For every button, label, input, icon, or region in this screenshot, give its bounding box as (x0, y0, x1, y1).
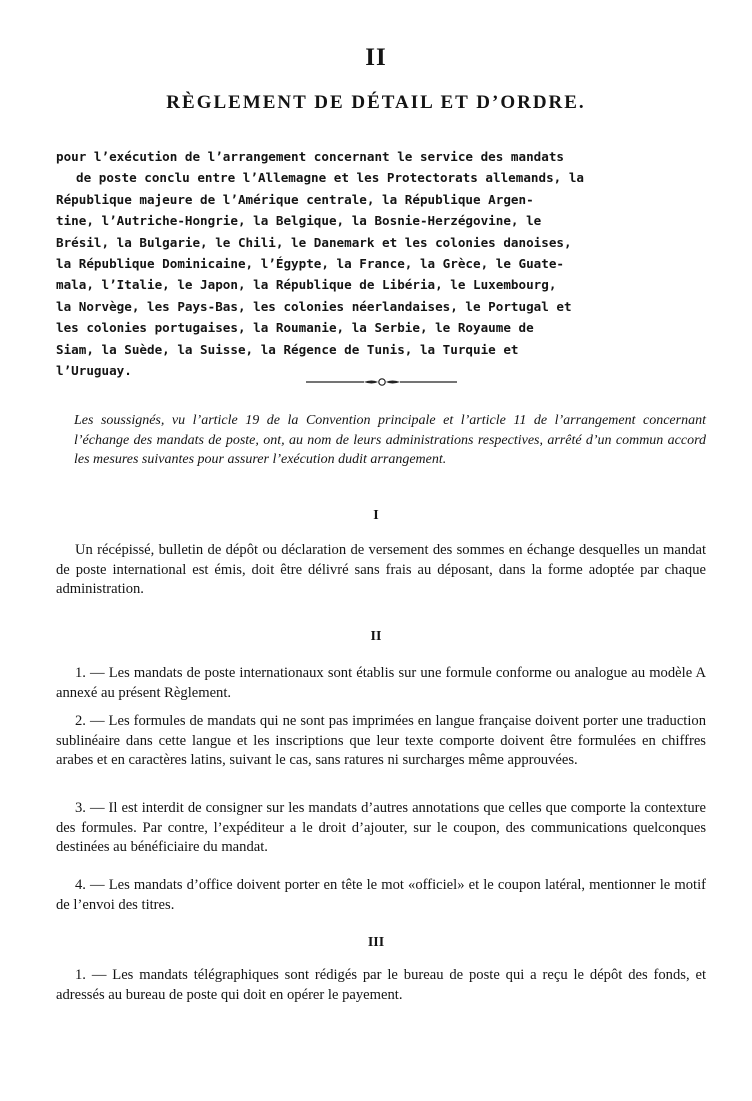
section-numeral: I (373, 508, 379, 523)
subtitle-line: tine, l’Autriche-Hongrie, la Belgique, la Bosnie-Herzégovine, le (56, 213, 542, 229)
section-paragraph: 1. — Les mandats de poste internationaux sont établis sur une formule conforme ou analogue au modèle A annexé au présent Règlement. (56, 665, 706, 701)
section-numeral: III (367, 935, 385, 950)
preamble-text: Les soussignés, vu l’article 19 de la Convention principale et l’article 11 de l’arrangement concernant l’échange des mandats de poste, ont, au nom de leurs administrations respectives, arrêté d’un commun accord les mesures suivantes pour assurer l’exécution dudit arrangement. (74, 413, 706, 467)
subtitle-line: Brésil, la Bulgarie, le Chili, le Danemark et les colonies danoises, (56, 234, 572, 250)
subtitle-line: la République Dominicaine, l’Égypte, la France, la Grèce, le Guate- (56, 256, 564, 272)
page-title: RÈGLEMENT DE DÉTAIL ET D’ORDRE. (166, 92, 586, 113)
section-paragraph: 3. — Il est interdit de consigner sur les mandats d’autres annotations que celles que comporte la contexture des formules. Par contre, l’expéditeur a le droit d’ajouter, sur le coupon, des communications quelconques destinées au bénéficiaire du mandat. (56, 800, 706, 856)
subtitle-line: l’Uruguay. (56, 363, 132, 379)
section-paragraph: 1. — Les mandats télégraphiques sont rédigés par le bureau de poste qui a reçu le dépôt des fonds, et adressés au bureau de poste qui doit en opérer le payement. (56, 967, 706, 1003)
subtitle-line: mala, l’Italie, le Japon, la République de Libéria, le Luxembourg, (56, 277, 557, 293)
section-paragraph: Un récépissé, bulletin de dépôt ou déclaration de versement des sommes en échange desquelles un mandat de poste international est émis, doit être délivré sans frais au déposant, dans la forme adoptée par chaque administration. (56, 542, 706, 598)
section-numeral: II (370, 629, 382, 644)
subtitle-line: les colonies portugaises, la Roumanie, la Serbie, le Royaume de (56, 320, 534, 336)
section-paragraph: 4. — Les mandats d’office doivent porter en tête le mot «officiel» et le coupon latéral, mentionner le motif de l’envoi des titres. (56, 877, 706, 913)
subtitle-line: République majeure de l’Amérique centrale, la République Argen- (56, 191, 534, 207)
ornament-divider (304, 376, 459, 388)
subtitle-block (56, 146, 706, 381)
subtitle-line: Siam, la Suède, la Suisse, la Régence de Tunis, la Turquie et (56, 341, 519, 357)
subtitle-line: de poste conclu entre l’Allemagne et les Protectorats allemands, la (76, 170, 584, 186)
section-paragraph: 2. — Les formules de mandats qui ne sont pas imprimées en langue française doivent porter une traduction sublinéaire dans cette langue et les inscriptions que leur texte comporte doivent être formulées en chiffres arabes et en caractères latins, suivant le cas, sans ratures ni surcharges même approuvées. (56, 713, 706, 769)
chapter-number: II (365, 44, 387, 71)
subtitle-line: la Norvège, les Pays-Bas, les colonies néerlandaises, le Portugal et (56, 298, 572, 314)
subtitle-line: pour l’exécution de l’arrangement concernant le service des mandats (56, 149, 564, 164)
